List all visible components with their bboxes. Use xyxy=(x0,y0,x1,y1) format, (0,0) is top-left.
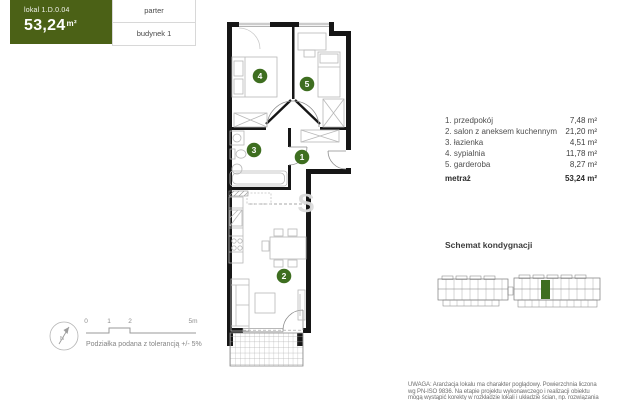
room-label: 3. łazienka xyxy=(445,138,484,147)
unit-area xyxy=(24,17,112,35)
room-legend xyxy=(445,116,597,185)
scale-tick-1: 1 xyxy=(107,318,111,325)
scale-bar xyxy=(84,318,202,348)
room-label: 5. garderoba xyxy=(445,160,491,169)
living-furniture xyxy=(231,279,305,331)
legend-total-row xyxy=(445,174,597,185)
room-area: 11,78 m² xyxy=(566,149,597,158)
unit-header xyxy=(10,0,112,44)
disclaimer-line: wg PN-ISO 9836. Na etapie projektu wykonawczego i realizacji obiektu xyxy=(408,388,590,395)
svg-text:3: 3 xyxy=(251,145,257,155)
kitchen-furniture xyxy=(229,193,271,263)
unit-id-label: lokal 1.D.0.04 xyxy=(24,7,70,14)
scale-tick-2: 2 xyxy=(128,318,132,325)
floor-cell: parter xyxy=(144,6,164,15)
bathroom-fixtures xyxy=(230,131,287,186)
floor-schematic xyxy=(438,275,600,307)
scale-note: Podziałka podana z tolerancją +/- 5% xyxy=(86,341,202,348)
hallway-diagonal-walls xyxy=(266,100,320,124)
room-area: 21,20 m² xyxy=(565,127,597,136)
furniture xyxy=(229,33,344,331)
room-area: 7,48 m² xyxy=(569,116,597,125)
room-area: 4,51 m² xyxy=(569,138,597,147)
legend-row-sypialnia xyxy=(445,149,597,160)
disclaimer-note xyxy=(408,382,599,400)
legend-row-przedpokoj xyxy=(445,116,597,127)
balcony xyxy=(230,333,303,366)
room-badges xyxy=(247,69,315,284)
disclaimer-line: mogą wystąpić korekty w rozkładzie lokali i układzie ścian, np. rozwiązania xyxy=(408,395,599,400)
svg-text:5: 5 xyxy=(304,79,310,89)
scale-tick-0: 0 xyxy=(84,318,88,325)
svg-text:1: 1 xyxy=(299,152,305,162)
disclaimer-line: UWAGA: Aranżacja lokalu ma charakter poglądowy. Powierzchnia liczona xyxy=(408,382,597,388)
legend-row-salon xyxy=(445,127,597,138)
schematic-title: Schemat kondygnacji xyxy=(445,240,533,250)
hallway-furniture xyxy=(301,130,339,142)
room-badge-5 xyxy=(300,77,315,92)
compass-icon xyxy=(50,322,78,350)
watermark-letter: S xyxy=(297,188,315,218)
building-cell: budynek 1 xyxy=(113,22,195,45)
room-badge-3 xyxy=(247,143,262,158)
building-left xyxy=(438,276,513,306)
legend-row-lazienka xyxy=(445,138,597,149)
total-area: 53,24 m² xyxy=(564,174,597,183)
building-right xyxy=(514,275,600,307)
room-badge-2 xyxy=(277,269,292,284)
room-label: 2. salon z aneksem kuchennym xyxy=(445,127,558,136)
legend-row-garderoba xyxy=(445,160,597,171)
scale-tick-5m: 5m xyxy=(188,318,198,325)
bedroom-furniture xyxy=(232,57,277,127)
total-label: metraż xyxy=(445,174,471,183)
dining-furniture xyxy=(262,229,306,267)
highlighted-unit xyxy=(541,280,550,299)
room-label: 1. przedpokój xyxy=(445,116,494,125)
unit-area-unit: m² xyxy=(66,19,77,28)
svg-text:4: 4 xyxy=(257,71,263,81)
unit-meta-table xyxy=(112,0,196,46)
room-badge-1 xyxy=(295,150,310,165)
windows xyxy=(239,23,329,332)
room-area: 8,27 m² xyxy=(569,160,597,169)
unit-area-value: 53,24 xyxy=(24,17,66,34)
room-label: 4. sypialnia xyxy=(445,149,486,158)
svg-text:N: N xyxy=(60,336,64,342)
room-badge-4 xyxy=(253,69,268,84)
floor-plan xyxy=(227,22,351,366)
svg-text:2: 2 xyxy=(281,271,287,281)
